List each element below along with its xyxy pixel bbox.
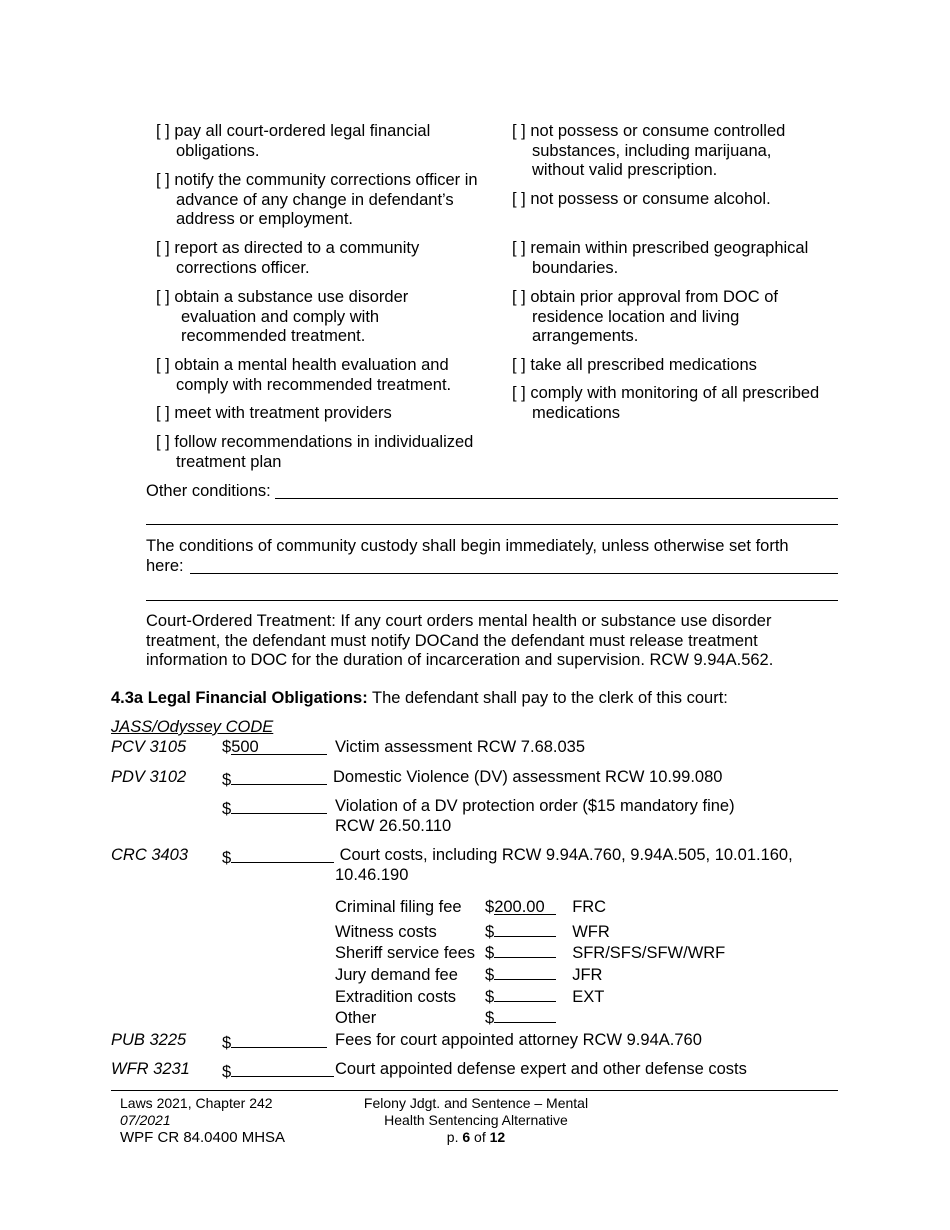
fee-amount[interactable]: 200.00	[494, 898, 556, 915]
condition-text: address or employment.	[176, 210, 353, 228]
fee-amount[interactable]	[494, 985, 556, 1002]
desc-dv-protection	[335, 797, 735, 836]
fee-amount[interactable]	[494, 941, 556, 958]
fee-code: FRC	[572, 898, 607, 916]
condition-text: corrections officer.	[176, 258, 310, 277]
amount-dv-protection[interactable]	[222, 797, 327, 820]
right-condition-4	[512, 288, 778, 347]
dollar-sign: $	[222, 800, 232, 818]
condition-text: medications	[532, 403, 621, 422]
condition-text: pay all court-ordered legal financial	[174, 122, 431, 140]
condition-text: obtain a mental health evaluation and	[174, 356, 449, 374]
condition-text: residence location and living	[532, 307, 740, 326]
dollar-sign: $	[222, 849, 232, 867]
checkbox[interactable]: [ ]	[512, 190, 526, 208]
dollar-sign: $	[485, 1009, 495, 1027]
footer-form-id: WPF CR 84.0400 MHSA	[120, 1129, 286, 1146]
fee-label: Criminal filing fee	[335, 898, 462, 916]
amount-pcv[interactable]	[222, 738, 327, 758]
checkbox[interactable]: [ ]	[512, 122, 526, 140]
fee-extradition	[335, 985, 604, 1008]
dollar-sign: $	[485, 898, 495, 916]
fee-label: Sheriff service fees	[335, 944, 476, 962]
fee-sheriff	[335, 941, 725, 964]
condition-text: report as directed to a community	[174, 239, 420, 257]
other-conditions-line-2[interactable]	[146, 524, 838, 525]
code-pcv: PCV 3105	[111, 738, 187, 756]
amount-field[interactable]	[231, 846, 334, 863]
code-crc: CRC 3403	[111, 846, 189, 864]
amount-field[interactable]: 500	[231, 738, 327, 755]
checkbox[interactable]: [ ]	[156, 356, 170, 374]
fee-code: SFR/SFS/SFW/WRF	[572, 944, 726, 962]
checkbox[interactable]: [ ]	[512, 288, 526, 306]
desc-pcv: Victim assessment RCW 7.68.035	[335, 738, 586, 756]
condition-text: not possess or consume alcohol.	[530, 190, 771, 208]
desc-wfr: Court appointed defense expert and other defense costs	[335, 1060, 747, 1078]
condition-text: take all prescribed medications	[530, 356, 757, 374]
lfo-heading-bold: 4.3a Legal Financial Obligations:	[111, 689, 368, 707]
right-condition-1	[512, 122, 785, 181]
fee-label: Extradition costs	[335, 988, 457, 1006]
left-condition-3	[156, 239, 419, 278]
custody-line-2[interactable]	[146, 600, 838, 601]
code-wfr: WFR 3231	[111, 1060, 190, 1078]
left-condition-6	[156, 404, 392, 424]
page-of: of	[470, 1129, 490, 1145]
amount-field[interactable]	[231, 1060, 334, 1077]
fee-code: WFR	[572, 923, 610, 941]
treatment-line: treatment, the defendant must notify DOCand the defendant must release treatment	[146, 631, 758, 650]
desc-crc	[335, 846, 793, 885]
condition-text: without valid prescription.	[532, 161, 718, 179]
checkbox[interactable]: [ ]	[156, 404, 170, 422]
condition-text: remain within prescribed geographical	[530, 239, 809, 257]
treatment-line: Court-Ordered Treatment: If any court orders mental health or substance use disorder	[146, 612, 772, 630]
condition-text: meet with treatment providers	[174, 404, 392, 422]
code-header: JASS/Odyssey CODE	[111, 718, 274, 736]
page-total: 12	[489, 1129, 506, 1145]
condition-text: follow recommendations in individualized	[174, 433, 474, 451]
fee-label: Jury demand fee	[335, 966, 458, 984]
checkbox[interactable]: [ ]	[512, 239, 526, 257]
footer-law: Laws 2021, Chapter 242	[120, 1095, 273, 1111]
condition-text: advance of any change in defendant’s	[176, 190, 454, 209]
desc-line: RCW 26.50.110	[335, 816, 452, 835]
fee-amount[interactable]	[494, 920, 556, 937]
treatment-line: information to DOC for the duration of incarceration and supervision. RCW 9.94A.562.	[146, 651, 774, 669]
page-current: 6	[462, 1129, 471, 1145]
fee-label: Other	[335, 1009, 377, 1027]
right-condition-6	[512, 384, 819, 423]
desc-pdv: Domestic Violence (DV) assessment RCW 10.99.080	[333, 768, 723, 786]
desc-pub: Fees for court appointed attorney RCW 9.94A.760	[335, 1031, 702, 1049]
fee-amount[interactable]	[494, 1006, 556, 1023]
other-conditions-label: Other conditions:	[146, 482, 271, 500]
checkbox[interactable]: [ ]	[156, 239, 170, 257]
condition-text: obligations.	[176, 141, 260, 160]
fee-code: JFR	[572, 966, 603, 984]
amount-field[interactable]	[231, 768, 327, 785]
code-pdv: PDV 3102	[111, 768, 187, 786]
dollar-sign: $	[222, 738, 232, 756]
fee-code: EXT	[572, 988, 605, 1006]
page-prefix: p.	[446, 1129, 463, 1145]
fee-witness	[335, 920, 610, 943]
condition-text: comply with recommended treatment.	[176, 375, 452, 394]
amount-pub[interactable]	[222, 1031, 327, 1054]
condition-text: comply with monitoring of all prescribed	[530, 384, 820, 402]
code-pub: PUB 3225	[111, 1031, 187, 1049]
amount-field[interactable]	[231, 797, 327, 814]
amount-crc[interactable]	[222, 846, 334, 869]
condition-text: substances, including marijuana,	[532, 141, 772, 160]
left-condition-5	[156, 356, 451, 395]
condition-text: not possess or consume controlled	[530, 122, 786, 140]
checkbox[interactable]: [ ]	[512, 356, 526, 374]
dollar-sign: $	[485, 944, 495, 962]
dollar-sign: $	[485, 966, 495, 984]
footer-date: 07/2021	[120, 1112, 171, 1128]
dollar-sign: $	[222, 1034, 232, 1052]
right-condition-5	[512, 356, 757, 376]
fee-jury	[335, 963, 602, 986]
footer-doc-title: Felony Jdgt. and Sentence – Mental	[363, 1095, 589, 1111]
page-number	[340, 1129, 612, 1146]
custody-here-label: here:	[146, 557, 184, 575]
other-conditions-line[interactable]	[275, 498, 838, 499]
desc-line: Court costs, including RCW 9.94A.760, 9.94A.505, 10.01.160,	[335, 846, 793, 864]
amount-pdv[interactable]	[222, 768, 327, 791]
checkbox[interactable]: [ ]	[156, 122, 170, 140]
left-condition-1	[156, 122, 430, 161]
footer-doc-subtitle: Health Sentencing Alternative	[384, 1112, 568, 1128]
condition-text: evaluation and comply with	[181, 307, 380, 326]
desc-line: 10.46.190	[335, 865, 409, 884]
left-condition-7	[156, 433, 473, 472]
condition-text: obtain a substance use disorder	[174, 288, 409, 306]
left-condition-2	[156, 171, 478, 230]
footer-left	[120, 1095, 285, 1146]
checkbox[interactable]: [ ]	[512, 384, 526, 402]
checkbox[interactable]: [ ]	[156, 288, 170, 306]
checkbox[interactable]: [ ]	[156, 171, 170, 189]
footer-divider	[111, 1090, 838, 1091]
right-condition-2	[512, 190, 771, 210]
dollar-sign: $	[222, 1063, 232, 1081]
right-condition-3	[512, 239, 808, 278]
fee-label: Witness costs	[335, 923, 437, 941]
checkbox[interactable]: [ ]	[156, 433, 170, 451]
lfo-heading-rest: The defendant shall pay to the clerk of this court:	[367, 689, 728, 707]
fee-amount[interactable]	[494, 963, 556, 980]
custody-text: The conditions of community custody shall begin immediately, unless otherwise set forth	[146, 537, 789, 555]
amount-field[interactable]	[231, 1031, 327, 1048]
treatment-paragraph	[146, 612, 773, 671]
footer-center	[340, 1095, 612, 1146]
lfo-heading	[111, 689, 728, 709]
condition-text: boundaries.	[532, 258, 619, 277]
condition-text: notify the community corrections officer in	[174, 171, 478, 189]
condition-text: obtain prior approval from DOC of	[530, 288, 778, 306]
dollar-sign: $	[485, 923, 495, 941]
condition-text: arrangements.	[532, 327, 639, 345]
condition-text: treatment plan	[176, 452, 282, 471]
left-condition-4	[156, 288, 408, 347]
fee-other	[335, 1006, 572, 1029]
custody-line[interactable]	[190, 573, 838, 574]
desc-line: Violation of a DV protection order ($15 mandatory fine)	[335, 797, 735, 815]
dollar-sign: $	[485, 988, 495, 1006]
condition-text: recommended treatment.	[181, 327, 366, 345]
fee-filing	[335, 898, 606, 918]
amount-wfr[interactable]	[222, 1060, 334, 1083]
dollar-sign: $	[222, 771, 232, 789]
